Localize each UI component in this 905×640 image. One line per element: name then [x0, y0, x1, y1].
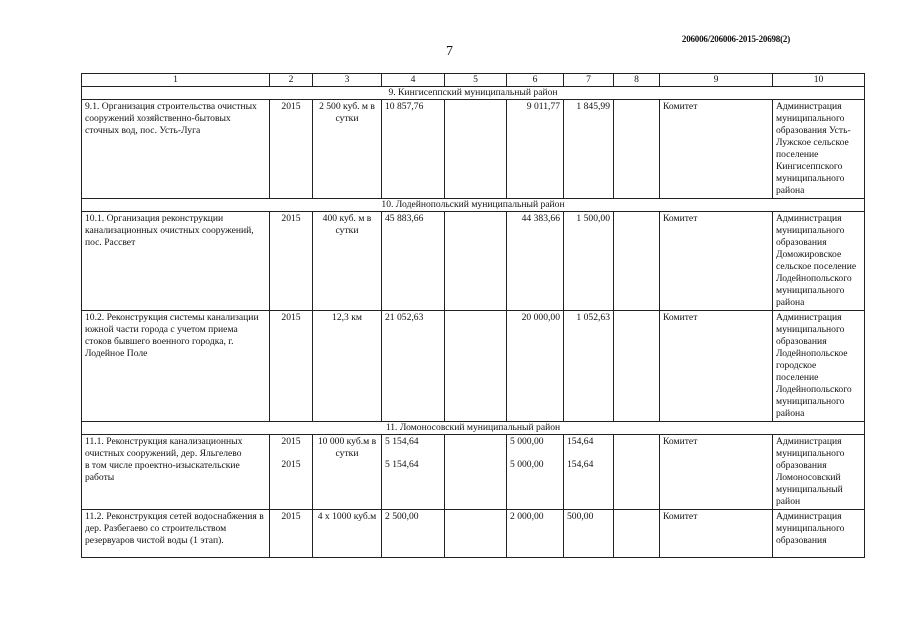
- col-number: 8: [614, 74, 660, 87]
- total-cell: [382, 435, 445, 510]
- col8-cell: [614, 510, 660, 558]
- capacity-cell: 12,3 км: [313, 311, 382, 422]
- measure-name-cell: [82, 435, 270, 510]
- participant-cell: Администрация муниципального образования Ломоносовский муниципальный район: [773, 435, 865, 510]
- col8-cell: [614, 435, 660, 510]
- col8-cell: [614, 212, 660, 311]
- col5-cell: [445, 100, 507, 199]
- total-cell: 45 883,66: [382, 212, 445, 311]
- measure-name: 10.2. Реконструкция системы канализации южной части города с учетом приема стоков бывшего военного городка, г. Лодейное Поле: [82, 311, 270, 422]
- page-number: 7: [446, 44, 453, 59]
- year-cell: [270, 435, 313, 510]
- sub-total-value: 5 154,64: [385, 459, 419, 470]
- program-table: [81, 73, 865, 558]
- table-row: [82, 100, 865, 199]
- col7-cell: [564, 435, 614, 510]
- total-value: 5 154,64: [385, 436, 419, 447]
- column-number-row: [82, 74, 865, 87]
- year-cell: 2015: [270, 212, 313, 311]
- col5-cell: [445, 212, 507, 311]
- year-cell: 2015: [270, 311, 313, 422]
- col6-cell: 9 011,77: [507, 100, 564, 199]
- year-cell: 2015: [270, 100, 313, 199]
- section-title: 11. Ломоносовский муниципальный район: [82, 422, 865, 435]
- document-id: 206006/206006-2015-20698(2): [681, 34, 790, 44]
- section-header-row: [82, 87, 865, 100]
- col8-cell: [614, 311, 660, 422]
- col8-cell: [614, 100, 660, 199]
- col6-value: 5 000,00: [510, 436, 544, 447]
- col-number: 9: [660, 74, 773, 87]
- col5-cell: [445, 435, 507, 510]
- capacity-cell: 400 куб. м в сутки: [313, 212, 382, 311]
- executor-cell: Комитет: [660, 100, 773, 199]
- year-value: 2015: [281, 436, 301, 447]
- col-number: 6: [507, 74, 564, 87]
- executor-cell: Комитет: [660, 435, 773, 510]
- total-cell: 10 857,76: [382, 100, 445, 199]
- col-number: 4: [382, 74, 445, 87]
- section-header-row: [82, 199, 865, 212]
- year-cell: 2015: [270, 510, 313, 558]
- sub-col7-value: 154,64: [567, 459, 594, 470]
- executor-cell: Комитет: [660, 510, 773, 558]
- col-number: 3: [313, 74, 382, 87]
- col-number: 1: [82, 74, 270, 87]
- measure-name: 9.1. Организация строительства очистных сооружений хозяйственно-бытовых сточных вод, пос. Усть-Луга: [82, 100, 270, 199]
- sub-measure-name: в том числе проектно-изыскательские работы: [85, 460, 240, 483]
- executor-cell: Комитет: [660, 311, 773, 422]
- col5-cell: [445, 510, 507, 558]
- participant-cell: Администрация муниципального образования: [773, 510, 865, 558]
- col6-cell: [507, 435, 564, 510]
- col6-cell: 44 383,66: [507, 212, 564, 311]
- sub-col6-value: 5 000,00: [510, 459, 544, 470]
- col7-cell: 1 500,00: [564, 212, 614, 311]
- col-number: 2: [270, 74, 313, 87]
- capacity-cell: 4 х 1000 куб.м: [313, 510, 382, 558]
- participant-cell: Администрация муниципального образования Лодейнопольское городское поселение Лодейнопольского муниципального района: [773, 311, 865, 422]
- participant-cell: Администрация муниципального образования Доможировское сельское поселение Лодейнопольского муниципального района: [773, 212, 865, 311]
- measure-name: 10.1. Организация реконструкции канализационных очистных сооружений, пос. Рассвет: [82, 212, 270, 311]
- total-cell: 21 052,63: [382, 311, 445, 422]
- section-title: 9. Кингисеппский муниципальный район: [82, 87, 865, 100]
- measure-name: 11.1. Реконструкция канализационных очистных сооружений, дер. Яльгелево: [85, 436, 243, 459]
- sub-year-value: 2015: [281, 459, 301, 470]
- capacity-cell: 2 500 куб. м в сутки: [313, 100, 382, 199]
- col-number: 5: [445, 74, 507, 87]
- table-row: [82, 510, 865, 558]
- col7-cell: 500,00: [564, 510, 614, 558]
- total-cell: 2 500,00: [382, 510, 445, 558]
- col6-cell: 20 000,00: [507, 311, 564, 422]
- col7-cell: 1 845,99: [564, 100, 614, 199]
- participant-cell: Администрация муниципального образования Усть-Лужское сельское поселение Кингисеппского муниципального района: [773, 100, 865, 199]
- capacity-cell: 10 000 куб.м в сутки: [313, 435, 382, 510]
- col5-cell: [445, 311, 507, 422]
- table-row: [82, 311, 865, 422]
- col-number: 10: [773, 74, 865, 87]
- col-number: 7: [564, 74, 614, 87]
- col7-value: 154,64: [567, 436, 594, 447]
- table-row: [82, 212, 865, 311]
- col6-cell: 2 000,00: [507, 510, 564, 558]
- table-row: [82, 435, 865, 510]
- section-title: 10. Лодейнопольский муниципальный район: [82, 199, 865, 212]
- executor-cell: Комитет: [660, 212, 773, 311]
- col7-cell: 1 052,63: [564, 311, 614, 422]
- section-header-row: [82, 422, 865, 435]
- measure-name: 11.2. Реконструкция сетей водоснабжения в дер. Разбегаево со строительством резервуаров чистой воды (1 этап).: [82, 510, 270, 558]
